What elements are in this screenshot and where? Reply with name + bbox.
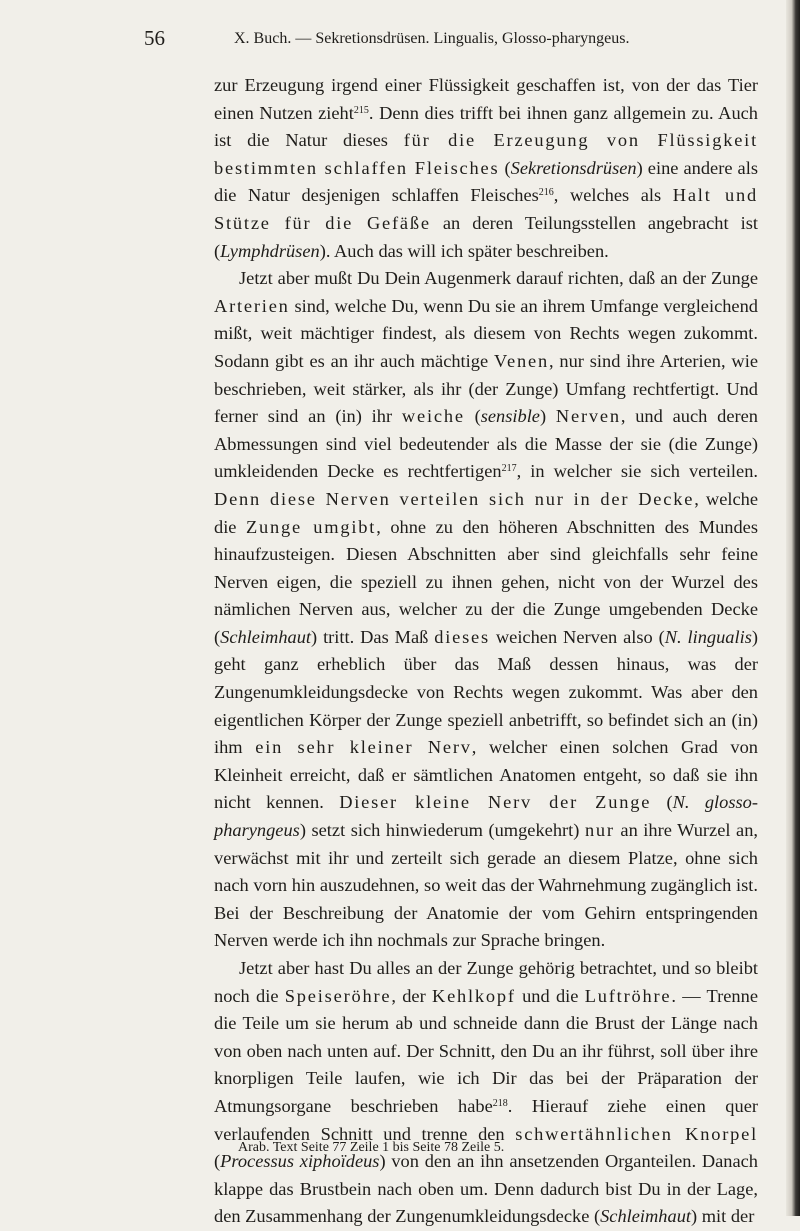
spaced-text: Venen [493, 350, 549, 371]
text-run: ) mit der [691, 1206, 755, 1227]
footnote-ref-217: 217 [501, 463, 517, 475]
italic-term: Schleimhaut [220, 626, 312, 647]
italic-term: Lymphdrüsen [220, 240, 320, 261]
footnote-ref-215: 215 [353, 104, 369, 116]
text-run: und die [515, 985, 585, 1006]
text-run: , und auch deren Abmessungen sind viel bedeutender als die Masse der sie (die Zunge) umkleidenden Decke es rechtfertigen [214, 406, 758, 482]
page-edge-shadow [786, 0, 800, 1216]
text-run: . — Trenne die Teile um sie herum ab und schneide dann die Brust der Länge nach von oben nach unten auf. Der Schnitt, den Du an ihr führst, soll über ihre knorpligen Teile laufen, wie ich Dir das bei der Präparation der Atmungsorgane beschrieben habe [214, 985, 758, 1116]
spaced-text: Denn diese Nerven verteilen sich nur in der Decke [214, 488, 695, 509]
spaced-text: dieses [434, 626, 490, 647]
spaced-text: Halt und Stütze für die Gefäße [214, 185, 758, 233]
text-run: ) setzt sich hinwiederum (umgekehrt) [299, 820, 585, 841]
text-run: , der [391, 985, 432, 1006]
text-run: , welche die [214, 488, 758, 537]
paragraph-3 [214, 955, 758, 1231]
paragraph-2 [214, 265, 758, 955]
spaced-text: ein sehr kleiner Nerv [255, 737, 472, 758]
italic-term: Schleimhaut [600, 1206, 692, 1227]
text-run: ( [214, 1151, 221, 1172]
text-run: ( [464, 406, 481, 427]
text-run: ) geht ganz erheblich über das Maß dessen hinaus, was der Zungenumkleidungsdecke von Rechts wegen zukommt. Was aber den eigentlichen Körper der Zunge speziell anbetrifft, so befindet sich an (in) ihm [214, 626, 758, 758]
spaced-text: Nerven [555, 406, 621, 427]
text-run: ) [539, 406, 556, 427]
italic-term: N. glosso-pharyngeus [214, 792, 758, 841]
text-run: Jetzt aber hast Du alles an der Zunge gehörig betrachtet, und so bleibt noch die [214, 958, 758, 1006]
text-run: ) von den an ihn ansetzenden Organteilen. Danach klappe das Brustbein nach oben um. Denn dadurch bist Du in der Lage, den Zusammenhang der Zungenumkleidungsdecke ( [214, 1151, 759, 1227]
spaced-text: Dieser kleine Nerv der Zunge [339, 792, 652, 813]
text-run: ( [651, 792, 673, 813]
spaced-text: Arterien [214, 295, 290, 316]
spaced-text: für die Erzeugung von Flüssigkeit bestimmten schlaffen Fleisches [214, 130, 758, 178]
paragraph-1 [214, 72, 758, 265]
italic-term: Sekretionsdrüsen [510, 157, 637, 178]
text-run: . Hierauf ziehe einen quer verlaufenden Schnitt und trenne den [214, 1095, 758, 1144]
spaced-text: Zunge umgibt [246, 516, 377, 537]
source-reference: Arab. Text Seite 77 Zeile 1 bis Seite 78 Zeile 5. [238, 1140, 505, 1155]
text-run: , welches als [553, 185, 673, 206]
text-run: sind, welche Du, wenn Du sie an ihrem Umfange vergleichend mißt, weit mächtiger findest, als diesem von Rechts wegen zukommt. Sodann gibt es an ihr auch mächtige [214, 295, 758, 371]
text-run: ) tritt. Das Maß [311, 626, 435, 647]
page-number: 56 [144, 26, 165, 50]
spaced-text: nur [584, 820, 615, 841]
spaced-text: Speiseröhre [284, 985, 392, 1006]
text-run: , in welcher sie sich verteilen. [516, 461, 758, 482]
spaced-text: schwertähnlichen Knorpel [515, 1123, 758, 1144]
footnote-ref-216: 216 [538, 187, 554, 199]
text-run: weichen Nerven also ( [489, 626, 665, 647]
spaced-text: Luftröhre [584, 985, 672, 1006]
text-run: ( [499, 157, 511, 178]
body-text [214, 72, 758, 1231]
italic-term: sensible [480, 406, 540, 427]
running-header [144, 26, 759, 56]
italic-term: Processus xiphoïdeus [220, 1151, 380, 1172]
spaced-text: Kehlkopf [431, 985, 516, 1006]
spaced-text: weiche [401, 406, 465, 427]
text-run: , nur sind ihre Arterien, wie beschrieben, weit stärker, als ihr (der Zunge) Umfang rechtfertigt. Und ferner sind an (in) ihr [214, 350, 758, 427]
running-title: X. Buch. — Sekretionsdrüsen. Lingualis, Glosso-pharyngeus. [234, 30, 630, 47]
text-run: an deren Teilungsstellen angebracht ist ( [214, 212, 758, 261]
text-run: an ihre Wurzel an, verwächst mit ihr und zerteilt sich gerade an diesem Platze, ohne sich nach vorn hin auszudehnen, so weit das der Wahrnehmung zugänglich ist. Bei der Beschreibung der Anatomie der vom Gehirn entspringenden Nerven werde ich ihn nochmals zur Sprache bringen. [214, 820, 758, 951]
italic-term: N. lingualis [664, 626, 752, 647]
text-run: , ohne zu den höheren Abschnitten des Mundes hinaufzusteigen. Diesen Abschnitten aber sind gleichfalls sehr feine Nerven eigen, die speziell zu ihnen gehen, nicht von der Wurzel des nämlichen Nerven aus, welcher zu der die Zunge umgebenden Decke ( [214, 516, 758, 647]
text-run: Jetzt aber mußt Du Dein Augenmerk darauf richten, daß an der Zunge [239, 268, 758, 289]
text-run: . Denn dies trifft bei ihnen ganz allgemein zu. Auch ist die Natur dieses [214, 102, 758, 151]
footnote-ref-218: 218 [492, 1097, 508, 1109]
text-run: ). Auch das will ich später beschreiben. [319, 240, 609, 261]
text-run: , welcher einen solchen Grad von Kleinheit erreicht, daß er sämtlichen Anatomen entgeht, so daß sie ihn nicht kennen. [214, 737, 758, 813]
text-run: ) eine andere als die Natur desjenigen schlaffen Fleisches [214, 157, 758, 206]
text-run: zur Erzeugung irgend einer Flüssigkeit geschaffen ist, von der das Tier einen Nutzen zieht [214, 75, 758, 123]
